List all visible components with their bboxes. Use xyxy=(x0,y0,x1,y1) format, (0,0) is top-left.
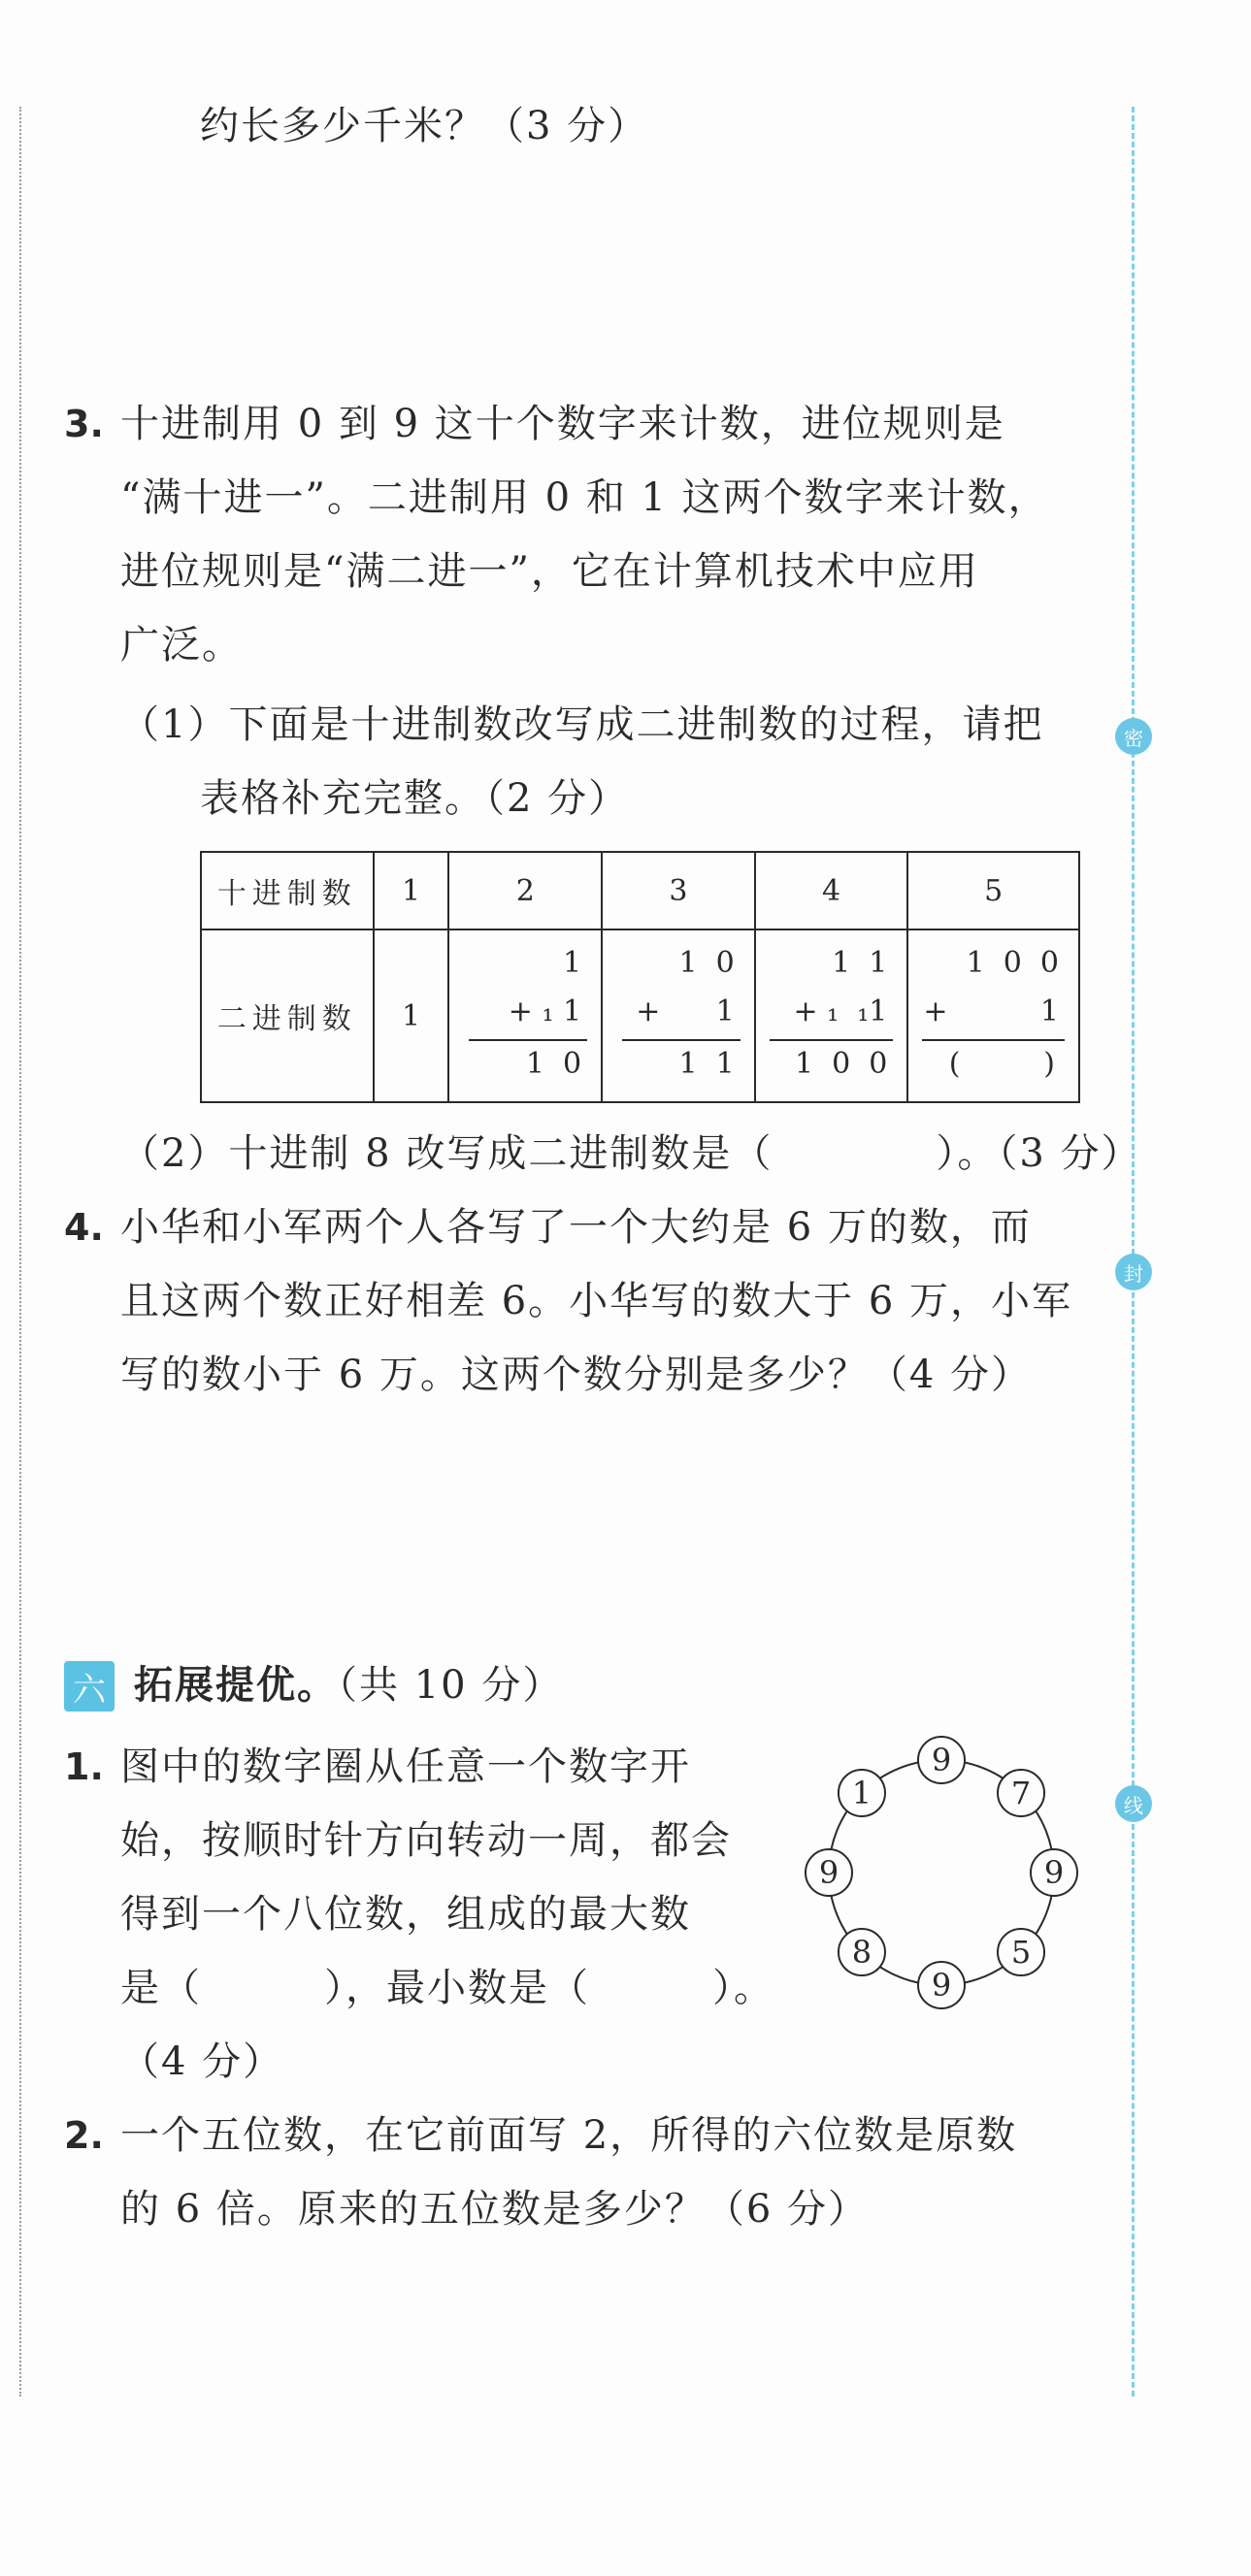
right-cut-line xyxy=(1132,107,1135,2397)
q4-line-1: 小华和小军两个人各写了一个大约是 6 万的数，而 xyxy=(120,1205,1032,1250)
binary-4-mid: + ₁ ₁1 xyxy=(793,995,888,1028)
q3-line-2: “满十进一”。二进制用 0 和 1 这两个数字来计数， xyxy=(120,475,1049,520)
digit-circle xyxy=(796,1727,1087,2018)
binary-3-mid: + 1 xyxy=(636,995,735,1028)
section-badge: 六 xyxy=(64,1661,115,1712)
binary-1: 1 xyxy=(374,929,449,1102)
q3-part2: （2）十进制 8 改写成二进制数是（ ）。（3 分） xyxy=(120,1131,1142,1176)
s2-line-2: 的 6 倍。原来的五位数是多少？（6 分） xyxy=(120,2187,870,2232)
s1-line-3: 得到一个八位数，组成的最大数 xyxy=(120,1892,691,1937)
binary-2-top: 1 xyxy=(563,946,582,980)
q4-number: 4. xyxy=(64,1206,104,1249)
binary-4-top: 1 1 xyxy=(832,946,888,980)
binary-3-addition xyxy=(602,929,755,1102)
q4-line-2: 且这两个数正好相差 6。小华写的数大于 6 万，小军 xyxy=(120,1279,1073,1323)
s1-line-1: 图中的数字圈从任意一个数字开 xyxy=(120,1745,691,1789)
binary-5-mid: + 1 xyxy=(923,995,1059,1028)
q4-line-3: 写的数小于 6 万。这两个数分别是多少？（4 分） xyxy=(120,1353,1033,1397)
margin-mark-xian: 线 xyxy=(1115,1785,1152,1822)
binary-4-addition xyxy=(755,929,908,1102)
s1-line-4: 是（ ），最小数是（ ）。 xyxy=(120,1966,774,2010)
q3-line-3: 进位规则是“满二进一”，它在计算机技术中应用 xyxy=(120,549,979,594)
header-decimal-1: 1 xyxy=(374,852,449,929)
digit-label-5: 8 xyxy=(851,1934,872,1972)
digit-label-4: 9 xyxy=(931,1967,952,2004)
q3-part1-line-1: （1）下面是十进制数改写成二进制数的过程，请把 xyxy=(120,702,1044,747)
binary-2-mid: + ₁ 1 xyxy=(508,995,582,1028)
digit-label-6: 9 xyxy=(818,1854,839,1891)
binary-2-addition xyxy=(448,929,602,1102)
header-decimal-2: 2 xyxy=(448,852,602,929)
s1-line-2: 始，按顺时针方向转动一周，都会 xyxy=(120,1818,732,1863)
digit-label-7: 1 xyxy=(851,1774,872,1811)
q3-line-4: 广泛。 xyxy=(120,623,243,668)
section-title: 拓展提优。 xyxy=(134,1663,338,1708)
binary-2-bot: 1 0 xyxy=(525,1047,582,1081)
q3-line-1: 十进制用 0 到 9 这十个数字来计数，进位规则是 xyxy=(120,402,1005,446)
header-decimal-label: 十进制数 xyxy=(201,852,374,929)
q3-part1-line-2: 表格补充完整。（2 分） xyxy=(200,776,630,821)
section-title-row xyxy=(134,1661,563,1710)
left-binding-line xyxy=(19,107,21,2397)
digit-label-1: 7 xyxy=(1010,1774,1032,1811)
header-decimal-4: 4 xyxy=(755,852,908,929)
binary-4-bot: 1 0 0 xyxy=(794,1047,888,1081)
header-decimal-5: 5 xyxy=(907,852,1079,929)
previous-question-tail: 约长多少千米？（3 分） xyxy=(200,104,649,148)
conversion-table xyxy=(200,851,1080,1103)
binary-3-bot: 1 1 xyxy=(678,1047,735,1081)
s2-line-1: 一个五位数，在它前面写 2，所得的六位数是原数 xyxy=(120,2113,1018,2158)
binary-5-addition xyxy=(907,929,1079,1102)
digit-label-0: 9 xyxy=(931,1742,952,1778)
s2-number: 2. xyxy=(64,2114,104,2157)
digit-label-2: 9 xyxy=(1043,1854,1065,1891)
binary-3-top: 1 0 xyxy=(678,946,735,980)
section-points: （共 10 分） xyxy=(338,1663,564,1708)
binary-5-answer-blank[interactable]: ( ) xyxy=(948,1047,1055,1081)
header-decimal-3: 3 xyxy=(602,852,755,929)
digit-label-3: 5 xyxy=(1010,1934,1032,1972)
margin-mark-feng: 封 xyxy=(1115,1254,1152,1290)
margin-mark-mi: 密 xyxy=(1115,718,1152,755)
row-binary-label: 二进制数 xyxy=(201,929,374,1102)
q3-number: 3. xyxy=(64,403,104,445)
binary-5-top: 1 0 0 xyxy=(966,946,1059,980)
s1-line-5: （4 分） xyxy=(120,2039,284,2084)
s1-number: 1. xyxy=(64,1745,104,1788)
